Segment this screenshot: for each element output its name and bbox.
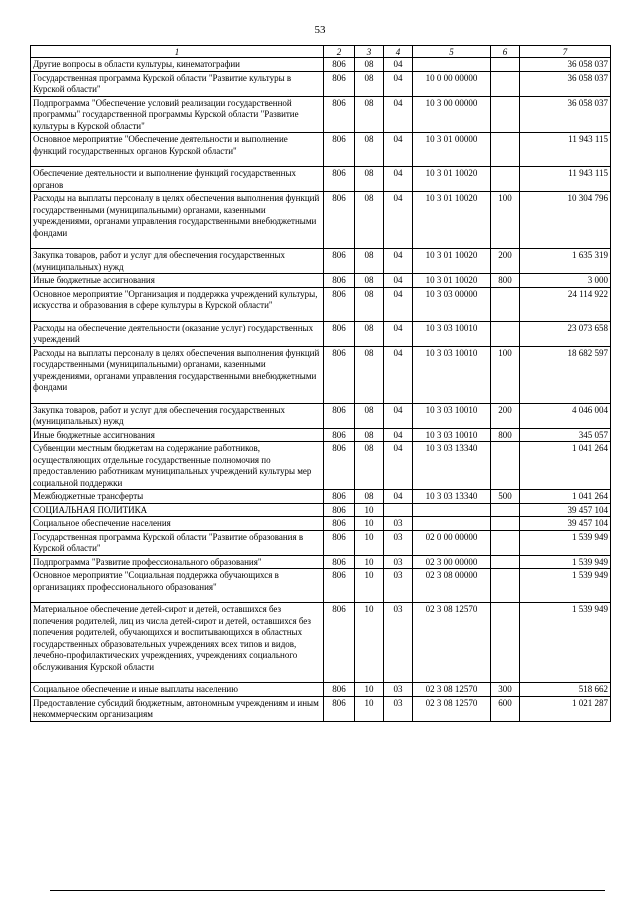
table-row	[31, 133, 611, 167]
cell-name: Иные бюджетные ассигнования	[31, 428, 324, 442]
cell-name: Материальное обеспечение детей-сирот и детей, оставшихся без попечения родителей, лиц из числа детей-сирот и детей, оставшихся без попечения родителей, обучающихся и воспитывающихся в областных государственных образовательных учреждениях всех типов и видов, лечебно-профилактических учреждениях, учреждениях социального обслуживания Курской области	[31, 603, 324, 683]
table-row	[31, 517, 611, 531]
cell-csr: 10 3 01 10020	[413, 192, 491, 249]
table-row	[31, 569, 611, 603]
cell-name: Субвенции местным бюджетам на содержание работников, осуществляющих отдельные государственные полномочия по предоставлению работникам муниципальных учреждений культуры мер социальной поддержки	[31, 442, 324, 490]
cell-csr: 10 3 01 00000	[413, 133, 491, 167]
cell-pr	[384, 503, 413, 517]
cell-rz: 10	[355, 555, 384, 569]
header-cell: 2	[324, 46, 355, 58]
cell-sum: 23 073 658	[520, 321, 611, 346]
cell-pr: 03	[384, 683, 413, 697]
cell-sum: 36 058 037	[520, 71, 611, 96]
table-row	[31, 490, 611, 504]
cell-rz: 08	[355, 249, 384, 274]
cell-pr: 04	[384, 346, 413, 403]
cell-grbs: 806	[324, 167, 355, 192]
cell-name: Социальное обеспечение населения	[31, 517, 324, 531]
cell-rz: 08	[355, 442, 384, 490]
page-number: 53	[314, 24, 326, 36]
cell-csr: 10 3 03 10010	[413, 428, 491, 442]
table-row	[31, 249, 611, 274]
header-cell: 6	[491, 46, 520, 58]
cell-pr: 04	[384, 192, 413, 249]
cell-vr	[491, 58, 520, 72]
header-cell: 5	[413, 46, 491, 58]
header-cell: 1	[31, 46, 324, 58]
cell-rz: 08	[355, 192, 384, 249]
cell-name: Государственная программа Курской области "Развитие культуры в Курской области"	[31, 71, 324, 96]
cell-pr: 04	[384, 490, 413, 504]
cell-csr: 10 3 03 13340	[413, 442, 491, 490]
budget-table	[30, 45, 611, 722]
cell-name: Подпрограмма "Обеспечение условий реализации государственной программы" государственной программы Курской области "Развитие культуры в Курской области"	[31, 96, 324, 133]
cell-grbs: 806	[324, 58, 355, 72]
cell-rz: 10	[355, 569, 384, 603]
cell-csr: 10 3 03 00000	[413, 287, 491, 321]
cell-csr: 02 3 08 12570	[413, 683, 491, 697]
cell-vr: 500	[491, 490, 520, 504]
cell-grbs: 806	[324, 603, 355, 683]
cell-rz: 10	[355, 603, 384, 683]
cell-grbs: 806	[324, 274, 355, 288]
table-row	[31, 167, 611, 192]
table-row	[31, 321, 611, 346]
cell-sum: 39 457 104	[520, 517, 611, 531]
cell-vr	[491, 321, 520, 346]
cell-rz: 08	[355, 274, 384, 288]
table-row	[31, 96, 611, 133]
table-row	[31, 683, 611, 697]
cell-vr	[491, 442, 520, 490]
table-row	[31, 403, 611, 428]
cell-vr	[491, 555, 520, 569]
cell-pr: 04	[384, 58, 413, 72]
cell-sum: 1 539 949	[520, 530, 611, 555]
cell-name: Расходы на обеспечение деятельности (оказание услуг) государственных учреждений	[31, 321, 324, 346]
cell-vr: 800	[491, 428, 520, 442]
cell-pr: 03	[384, 517, 413, 531]
cell-pr: 04	[384, 249, 413, 274]
table-row	[31, 192, 611, 249]
cell-grbs: 806	[324, 683, 355, 697]
cell-rz: 08	[355, 96, 384, 133]
header-cell: 3	[355, 46, 384, 58]
cell-name: Государственная программа Курской области "Развитие образования в Курской области"	[31, 530, 324, 555]
bottom-divider	[50, 890, 605, 891]
cell-csr: 10 3 01 10020	[413, 274, 491, 288]
cell-name: Межбюджетные трансферты	[31, 490, 324, 504]
cell-grbs: 806	[324, 133, 355, 167]
cell-grbs: 806	[324, 442, 355, 490]
cell-sum: 1 539 949	[520, 569, 611, 603]
cell-pr: 04	[384, 428, 413, 442]
cell-sum: 39 457 104	[520, 503, 611, 517]
cell-name: Социальное обеспечение и иные выплаты населению	[31, 683, 324, 697]
cell-vr	[491, 603, 520, 683]
cell-grbs: 806	[324, 192, 355, 249]
cell-vr	[491, 503, 520, 517]
cell-rz: 08	[355, 428, 384, 442]
cell-vr: 200	[491, 403, 520, 428]
cell-pr: 03	[384, 530, 413, 555]
cell-grbs: 806	[324, 555, 355, 569]
cell-grbs: 806	[324, 249, 355, 274]
cell-csr: 10 3 03 10010	[413, 321, 491, 346]
table-row	[31, 503, 611, 517]
cell-sum: 1 041 264	[520, 490, 611, 504]
cell-csr	[413, 58, 491, 72]
cell-sum: 10 304 796	[520, 192, 611, 249]
cell-sum: 18 682 597	[520, 346, 611, 403]
cell-grbs: 806	[324, 403, 355, 428]
cell-pr: 04	[384, 133, 413, 167]
table-row	[31, 603, 611, 683]
cell-rz: 08	[355, 403, 384, 428]
table-row	[31, 428, 611, 442]
cell-vr: 300	[491, 683, 520, 697]
cell-csr	[413, 517, 491, 531]
cell-csr: 10 3 01 10020	[413, 167, 491, 192]
cell-csr: 02 3 00 00000	[413, 555, 491, 569]
cell-sum: 518 662	[520, 683, 611, 697]
cell-vr: 800	[491, 274, 520, 288]
cell-vr	[491, 167, 520, 192]
cell-rz: 10	[355, 696, 384, 721]
cell-pr: 04	[384, 287, 413, 321]
table-row	[31, 274, 611, 288]
table-header-row	[31, 46, 611, 58]
cell-pr: 04	[384, 96, 413, 133]
cell-csr: 10 3 03 13340	[413, 490, 491, 504]
cell-grbs: 806	[324, 96, 355, 133]
cell-sum: 4 046 004	[520, 403, 611, 428]
cell-csr: 02 3 08 12570	[413, 603, 491, 683]
cell-sum: 24 114 922	[520, 287, 611, 321]
cell-name: СОЦИАЛЬНАЯ ПОЛИТИКА	[31, 503, 324, 517]
cell-grbs: 806	[324, 71, 355, 96]
cell-name: Подпрограмма "Развитие профессионального образования"	[31, 555, 324, 569]
cell-rz: 08	[355, 167, 384, 192]
cell-name: Закупка товаров, работ и услуг для обеспечения государственных (муниципальных) нужд	[31, 249, 324, 274]
cell-pr: 04	[384, 274, 413, 288]
cell-name: Другие вопросы в области культуры, кинематографии	[31, 58, 324, 72]
cell-name: Основное мероприятие "Организация и поддержка учреждений культуры, искусства и образования в сфере культуры в Курской области"	[31, 287, 324, 321]
table-row	[31, 346, 611, 403]
cell-sum: 36 058 037	[520, 58, 611, 72]
cell-grbs: 806	[324, 503, 355, 517]
cell-sum: 3 000	[520, 274, 611, 288]
cell-grbs: 806	[324, 490, 355, 504]
cell-pr: 04	[384, 321, 413, 346]
cell-sum: 345 057	[520, 428, 611, 442]
table-row	[31, 442, 611, 490]
cell-grbs: 806	[324, 287, 355, 321]
table-body	[31, 58, 611, 722]
cell-sum: 36 058 037	[520, 96, 611, 133]
cell-name: Предоставление субсидий бюджетным, автономным учреждениям и иным некоммерческим организациям	[31, 696, 324, 721]
cell-rz: 08	[355, 58, 384, 72]
cell-vr: 100	[491, 346, 520, 403]
cell-csr: 10 3 03 10010	[413, 403, 491, 428]
cell-grbs: 806	[324, 346, 355, 403]
cell-sum: 1 041 264	[520, 442, 611, 490]
cell-pr: 03	[384, 569, 413, 603]
cell-rz: 08	[355, 133, 384, 167]
cell-rz: 08	[355, 346, 384, 403]
cell-vr	[491, 287, 520, 321]
cell-pr: 04	[384, 167, 413, 192]
cell-name: Иные бюджетные ассигнования	[31, 274, 324, 288]
cell-pr: 04	[384, 403, 413, 428]
cell-rz: 08	[355, 287, 384, 321]
cell-vr	[491, 569, 520, 603]
cell-sum: 1 539 949	[520, 555, 611, 569]
cell-name: Закупка товаров, работ и услуг для обеспечения государственных (муниципальных) нужд	[31, 403, 324, 428]
cell-grbs: 806	[324, 428, 355, 442]
cell-csr: 02 0 00 00000	[413, 530, 491, 555]
table-row	[31, 696, 611, 721]
table-row	[31, 555, 611, 569]
cell-sum: 1 635 319	[520, 249, 611, 274]
table-row	[31, 58, 611, 72]
cell-rz: 08	[355, 71, 384, 96]
cell-vr	[491, 517, 520, 531]
cell-csr: 02 3 08 12570	[413, 696, 491, 721]
cell-grbs: 806	[324, 517, 355, 531]
cell-grbs: 806	[324, 569, 355, 603]
cell-sum: 1 539 949	[520, 603, 611, 683]
header-cell: 7	[520, 46, 611, 58]
cell-vr	[491, 133, 520, 167]
cell-csr: 10 0 00 00000	[413, 71, 491, 96]
cell-sum: 11 943 115	[520, 133, 611, 167]
cell-rz: 08	[355, 321, 384, 346]
cell-csr: 10 3 01 10020	[413, 249, 491, 274]
cell-vr	[491, 96, 520, 133]
table-row	[31, 287, 611, 321]
cell-name: Основное мероприятие "Обеспечение деятельности и выполнение функций государственных органов Курской области"	[31, 133, 324, 167]
cell-vr: 600	[491, 696, 520, 721]
cell-rz: 08	[355, 490, 384, 504]
cell-sum: 1 021 287	[520, 696, 611, 721]
cell-csr: 10 3 00 00000	[413, 96, 491, 133]
cell-rz: 10	[355, 530, 384, 555]
table-row	[31, 71, 611, 96]
cell-vr	[491, 71, 520, 96]
cell-vr: 200	[491, 249, 520, 274]
cell-grbs: 806	[324, 530, 355, 555]
cell-grbs: 806	[324, 696, 355, 721]
cell-name: Обеспечение деятельности и выполнение функций государственных органов	[31, 167, 324, 192]
cell-rz: 10	[355, 517, 384, 531]
cell-pr: 04	[384, 442, 413, 490]
table-row	[31, 530, 611, 555]
cell-pr: 03	[384, 555, 413, 569]
cell-grbs: 806	[324, 321, 355, 346]
cell-rz: 10	[355, 503, 384, 517]
cell-pr: 03	[384, 603, 413, 683]
cell-pr: 03	[384, 696, 413, 721]
cell-csr: 02 3 08 00000	[413, 569, 491, 603]
cell-csr	[413, 503, 491, 517]
cell-vr	[491, 530, 520, 555]
header-cell: 4	[384, 46, 413, 58]
cell-vr: 100	[491, 192, 520, 249]
cell-rz: 10	[355, 683, 384, 697]
cell-name: Расходы на выплаты персоналу в целях обеспечения выполнения функций государственными (муниципальными) органами, казенными учреждениями, органами управления государственными внебюджетными фондами	[31, 346, 324, 403]
cell-name: Расходы на выплаты персоналу в целях обеспечения выполнения функций государственными (муниципальными) органами, казенными учреждениями, органами управления государственными внебюджетными фондами	[31, 192, 324, 249]
cell-pr: 04	[384, 71, 413, 96]
cell-name: Основное мероприятие "Социальная поддержка обучающихся в организациях профессионального образования"	[31, 569, 324, 603]
cell-csr: 10 3 03 10010	[413, 346, 491, 403]
cell-sum: 11 943 115	[520, 167, 611, 192]
